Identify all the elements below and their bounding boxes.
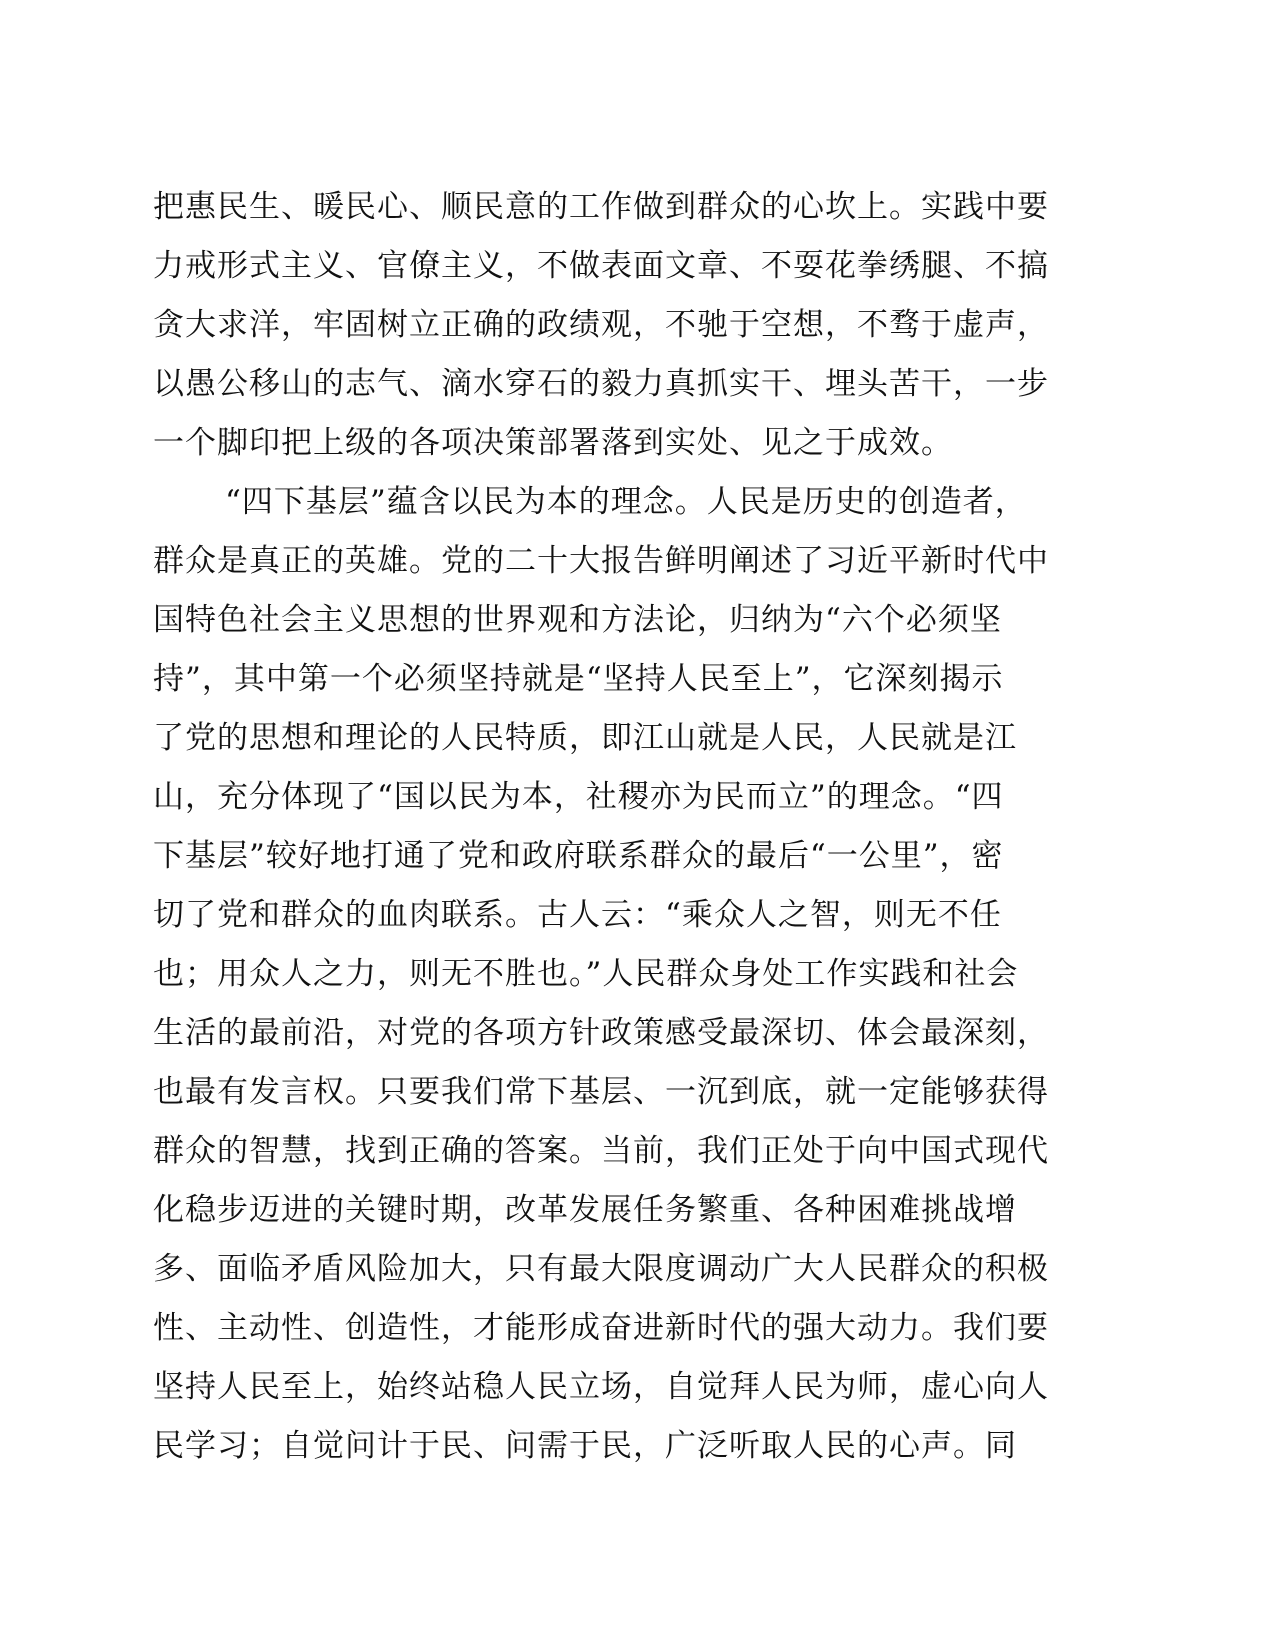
text-line: “四下基层”蕴含以民为本的理念。人民是历史的创造者，: [225, 484, 1027, 520]
text-line: 把惠民生、暖民心、顺民意的工作做到群众的心坎上。实践中要: [153, 189, 1049, 225]
text-line: 山，充分体现了“国以民为本，社稷亦为民而立”的理念。“四: [153, 779, 1004, 815]
text-line: 坚持人民至上，始终站稳人民立场，自觉拜人民为师，虚心向人: [153, 1369, 1049, 1405]
text-line: 也；用众人之力，则无不胜也。”人民群众身处工作实践和社会: [153, 956, 1019, 992]
text-line: 了党的思想和理论的人民特质，即江山就是人民，人民就是江: [153, 720, 1017, 756]
text-line: 国特色社会主义思想的世界观和方法论，归纳为“六个必须坚: [153, 602, 1002, 638]
text-line: 民学习；自觉问计于民、问需于民，广泛听取人民的心声。同: [153, 1428, 1017, 1464]
text-line: 一个脚印把上级的各项决策部署落到实处、见之于成效。: [153, 425, 953, 461]
text-line: 化稳步迈进的关键时期，改革发展任务繁重、各种困难挑战增: [153, 1192, 1017, 1228]
text-line: 贪大求洋，牢固树立正确的政绩观，不驰于空想，不骛于虚声，: [153, 307, 1049, 343]
text-line: 切了党和群众的血肉联系。古人云：“乘众人之智，则无不任: [153, 897, 1002, 933]
text-line: 力戒形式主义、官僚主义，不做表面文章、不耍花拳绣腿、不搞: [153, 248, 1049, 284]
text-line: 多、面临矛盾风险加大，只有最大限度调动广大人民群众的积极: [153, 1251, 1049, 1287]
body-text: [153, 178, 1093, 1476]
text-line: 群众的智慧，找到正确的答案。当前，我们正处于向中国式现代: [153, 1133, 1049, 1169]
text-line: 持”，其中第一个必须坚持就是“坚持人民至上”，它深刻揭示: [153, 661, 1004, 697]
text-line: 以愚公移山的志气、滴水穿石的毅力真抓实干、埋头苦干，一步: [153, 366, 1049, 402]
text-line: 下基层”较好地打通了党和政府联系群众的最后“一公里”，密: [153, 838, 1004, 874]
text-line: 也最有发言权。只要我们常下基层、一沉到底，就一定能够获得: [153, 1074, 1049, 1110]
paragraph-1: [153, 178, 1093, 473]
text-line: 性、主动性、创造性，才能形成奋进新时代的强大动力。我们要: [153, 1310, 1049, 1346]
text-line: 群众是真正的英雄。党的二十大报告鲜明阐述了习近平新时代中: [153, 543, 1049, 579]
text-line: 生活的最前沿，对党的各项方针政策感受最深切、体会最深刻，: [153, 1015, 1049, 1051]
paragraph-2: [153, 473, 1093, 1476]
